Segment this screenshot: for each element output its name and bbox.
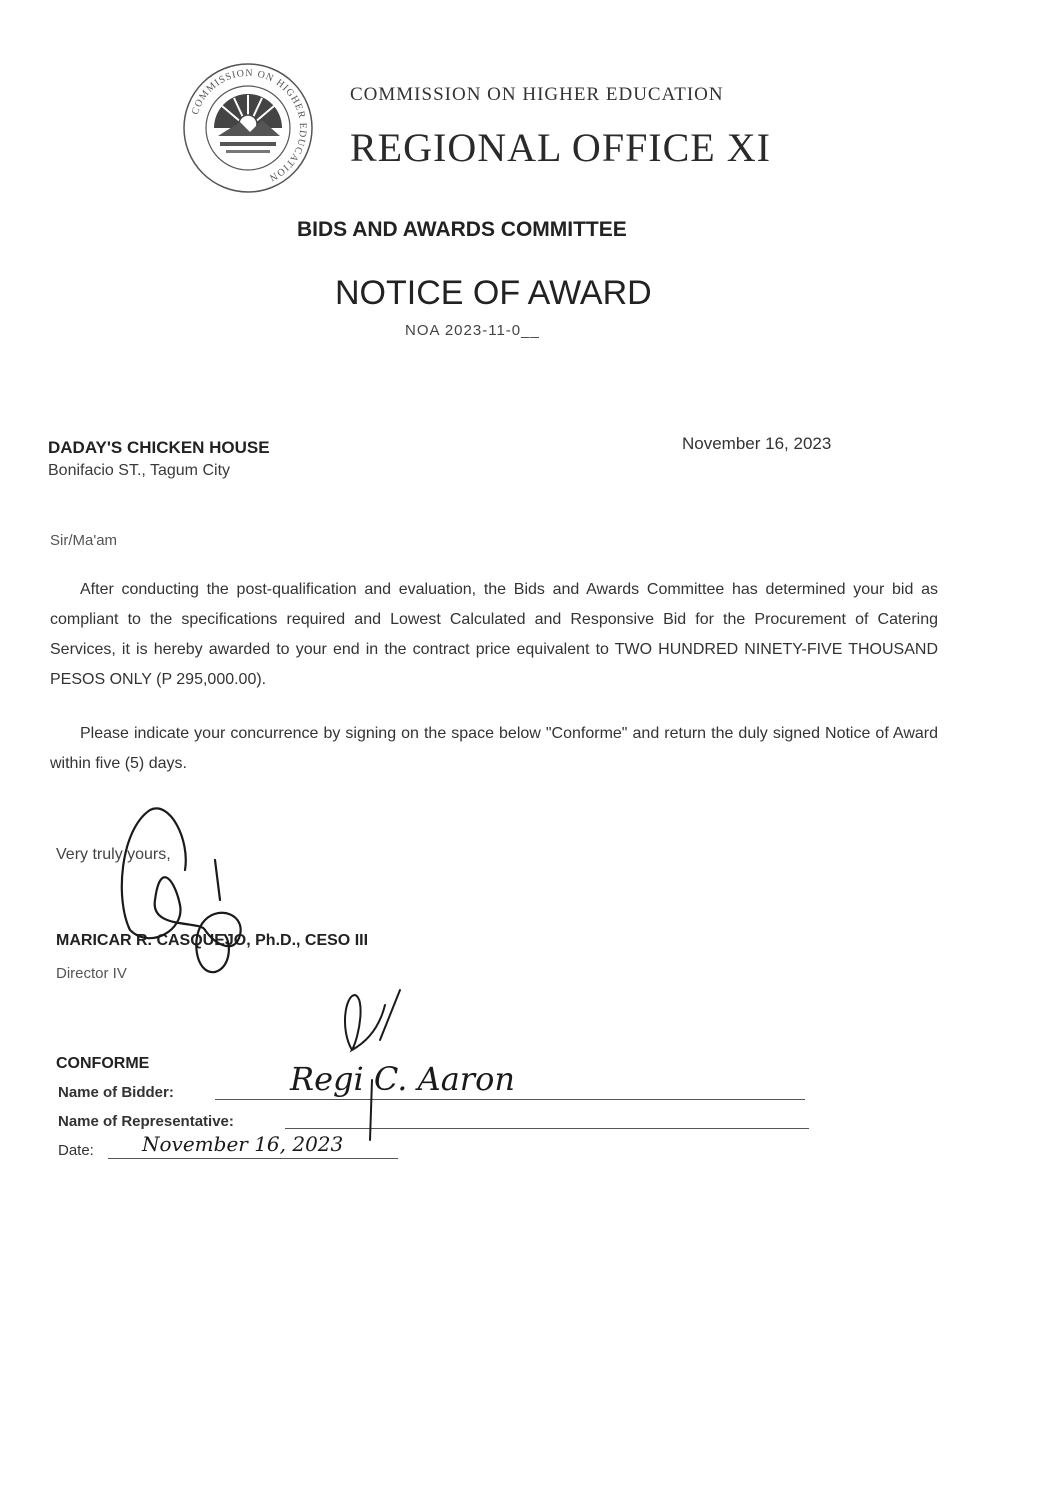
bidder-name-label: Name of Bidder: <box>58 1084 174 1101</box>
notice-title: NOTICE OF AWARD <box>335 274 652 312</box>
recipient-address: Bonifacio ST., Tagum City <box>48 462 231 479</box>
agency-seal-logo <box>182 62 314 194</box>
conforme-heading: CONFORME <box>56 1055 150 1072</box>
date-label: Date: <box>58 1142 94 1159</box>
signatory-name: MARICAR R. CASQUEJO, Ph.D., CESO III <box>56 932 369 949</box>
closing-phrase: Very truly yours, <box>56 846 171 863</box>
notice-number: NOA 2023-11-0__ <box>405 322 540 339</box>
handwritten-bidder-name: Regi C. Aaron <box>290 1060 515 1098</box>
salutation: Sir/Ma'am <box>50 532 118 549</box>
seal-text: COMMISSION ON HIGHER EDUCATION <box>189 67 309 184</box>
date-line[interactable] <box>108 1158 398 1159</box>
representative-name-line[interactable] <box>285 1128 809 1129</box>
representative-name-label: Name of Representative: <box>58 1113 234 1130</box>
agency-name: COMMISSION ON HIGHER EDUCATION <box>350 84 724 105</box>
recipient-name: DADAY'S CHICKEN HOUSE <box>48 438 270 457</box>
committee-heading: BIDS AND AWARDS COMMITTEE <box>297 218 627 241</box>
handwritten-date: November 16, 2023 <box>142 1132 344 1156</box>
bidder-name-line[interactable] <box>215 1099 805 1100</box>
office-name: REGIONAL OFFICE XI <box>350 125 771 170</box>
letter-date: November 16, 2023 <box>682 434 832 453</box>
body-paragraph-instructions: Please indicate your concurrence by signing on the space below "Conforme" and return the duly signed Notice of Award within five (5) days. <box>50 725 938 772</box>
body-paragraph-award: After conducting the post-qualification and evaluation, the Bids and Awards Committee has determined your bid as compliant to the specifications required and Lowest Calculated and Responsive Bid for the Procurement of Catering Services, it is hereby awarded to your end in the contract price equivalent to TWO HUNDRED NINETY-FIVE THOUSAND PESOS ONLY (P 295,000.00). <box>50 581 938 688</box>
signatory-title: Director IV <box>56 965 127 982</box>
